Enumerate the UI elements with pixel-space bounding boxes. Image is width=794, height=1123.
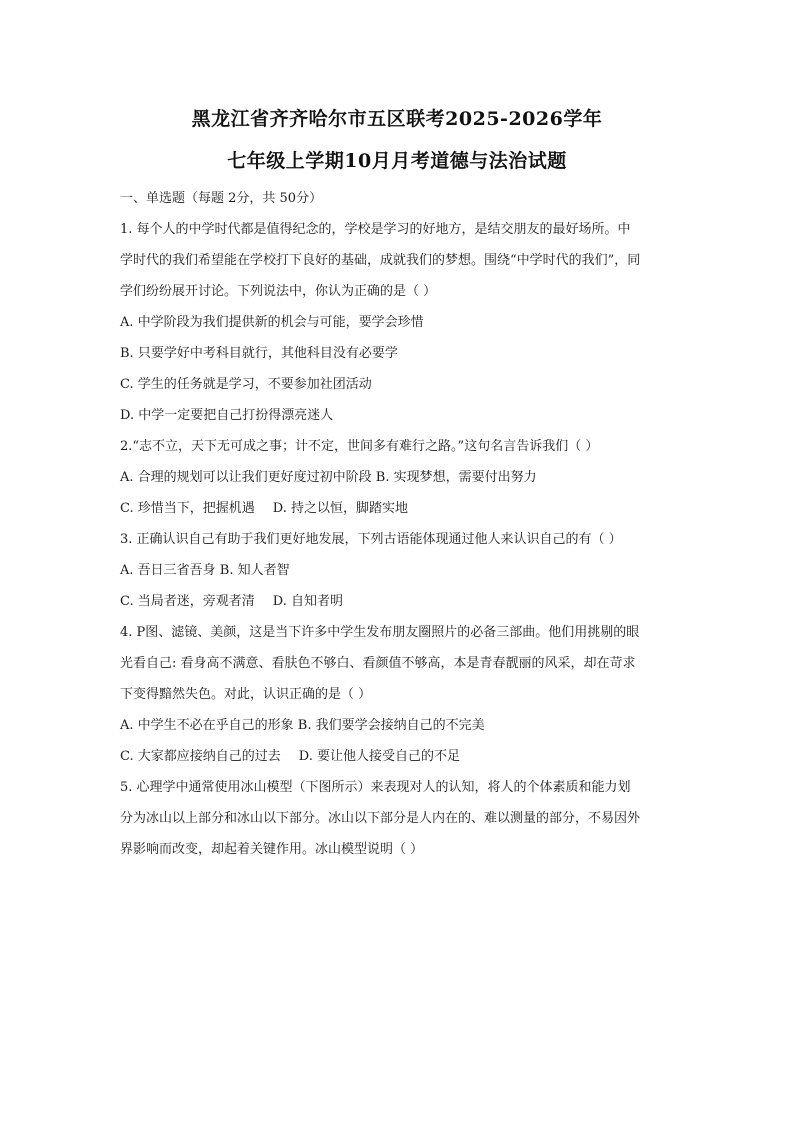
q4-options-cd xyxy=(120,741,680,772)
q3-option-a: A. 吾日三省吾身 xyxy=(120,563,216,578)
q4-option-c: C. 大家都应接纳自己的过去 xyxy=(120,749,281,764)
q1-stem-line3: 学们纷纷展开讨论。下列说法中，你认为正确的是（ ） xyxy=(120,284,437,299)
q2-option-a: A. 合理的规划可以让我们更好度过初中阶段 xyxy=(120,470,372,485)
q1-stem-line1: 1. 每个人的中学时代都是值得纪念的，学校是学习的好地方，是结交朋友的最好场所。中 xyxy=(120,222,631,237)
q3-stem: 3. 正确认识自己有助于我们更好地发展，下列古语能体现通过他人来认识自己的有（ ） xyxy=(120,532,622,547)
q1-option-a: A. 中学阶段为我们提供新的机会与可能，要学会珍惜 xyxy=(120,315,424,330)
q2-option-d: D. 持之以恒，脚踏实地 xyxy=(272,501,408,516)
q5-stem-line3: 界影响而改变，却起着关键作用。冰山模型说明（ ） xyxy=(120,842,424,857)
q1-option-b: B. 只要学好中考科目就行，其他科目没有必要学 xyxy=(120,346,398,361)
section-heading: 一、单选题（每题 2分，共 50分） xyxy=(120,191,323,206)
q2-stem: 2.“志不立，天下无可成之事；计不定，世间多有难行之路。”这句名言告诉我们（ ） xyxy=(120,439,599,454)
q2-options-ab xyxy=(120,462,680,493)
q2-option-c: C. 珍惜当下，把握机遇 xyxy=(120,501,255,516)
q4-option-d: D. 要让他人接受自己的不足 xyxy=(298,749,460,764)
exam-body xyxy=(120,183,680,865)
q1-option-d: D. 中学一定要把自己打扮得漂亮迷人 xyxy=(120,408,334,423)
q2-options-cd xyxy=(120,493,680,524)
q4-option-b: B. 我们要学会接纳自己的不完美 xyxy=(297,718,485,733)
q5-stem-line2: 分为冰山以上部分和冰山以下部分。冰山以下部分是人内在的、难以测量的部分，不易因外 xyxy=(120,811,641,826)
q2-option-b: B. 实现梦想，需要付出努力 xyxy=(375,470,537,485)
q3-option-c: C. 当局者迷，旁观者清 xyxy=(120,594,255,609)
exam-title-line1: 黑龙江省齐齐哈尔市五区联考2025-2026学年 xyxy=(191,108,603,130)
q4-stem-line2: 光看自己: 看身高不满意、看肤色不够白、看颜值不够高，本是青春靓丽的风采，却在苛求 xyxy=(120,656,636,671)
q4-stem-line3: 下变得黯然失色。对此，认识正确的是（ ） xyxy=(120,687,372,702)
q4-options-ab xyxy=(120,710,680,741)
q1-stem-line2: 学时代的我们希望能在学校打下良好的基础，成就我们的梦想。围绕“中学时代的我们”，同 xyxy=(120,253,641,268)
q4-stem-line1: 4. P图、滤镜、美颜，这是当下许多中学生发布朋友圈照片的必备三部曲。他们用挑剔的眼 xyxy=(120,625,640,640)
q3-option-b: B. 知人者智 xyxy=(219,563,290,578)
q3-option-d: D. 自知者明 xyxy=(272,594,343,609)
q3-options-cd xyxy=(120,586,680,617)
q1-option-c: C. 学生的任务就是学习，不要参加社团活动 xyxy=(120,377,372,392)
q3-options-ab xyxy=(120,555,680,586)
q5-stem-line1: 5. 心理学中通常使用冰山模型（下图所示）来表现对人的认知，将人的个体素质和能力划 xyxy=(120,780,631,795)
q4-option-a: A. 中学生不必在乎自己的形象 xyxy=(120,718,294,733)
exam-title-line2: 七年级上学期10月月考道德与法治试题 xyxy=(227,150,567,172)
